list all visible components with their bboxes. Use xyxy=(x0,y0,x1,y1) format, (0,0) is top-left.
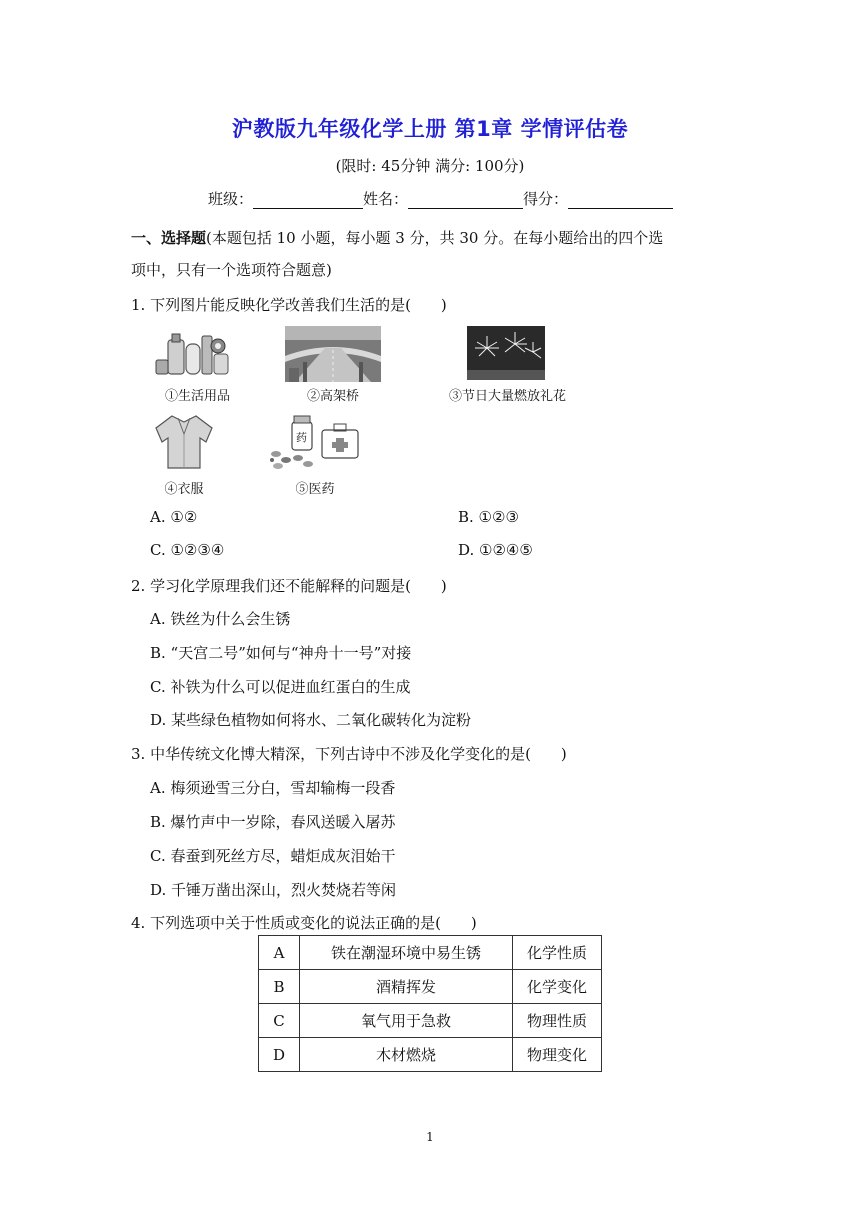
question-1-option-c: C. ①②③④ xyxy=(150,541,225,559)
table-cell-classification: 化学性质 xyxy=(513,936,602,970)
clothes-image xyxy=(152,412,216,472)
section-description-1: (本题包括 10 小题，每小题 3 分，共 30 分。在每小题给出的四个选 xyxy=(206,229,664,247)
table-row xyxy=(259,1038,602,1072)
question-4-table xyxy=(258,935,602,1072)
class-blank xyxy=(253,192,363,209)
table-row xyxy=(259,970,602,1004)
question-4-stem: 4. 下列选项中关于性质或变化的说法正确的是( ) xyxy=(131,914,477,932)
picture-2-caption: ②高架桥 xyxy=(306,389,359,404)
table-cell-statement: 铁在潮湿环境中易生锈 xyxy=(300,936,513,970)
question-1-option-d: D. ①②④⑤ xyxy=(458,541,533,559)
exam-title: 沪教版九年级化学上册 第1章 学情评估卷 xyxy=(231,117,629,141)
question-2-option-b: B. “天宫二号”如何与“神舟十一号”对接 xyxy=(150,644,412,662)
table-cell-classification: 物理变化 xyxy=(513,1038,602,1072)
question-2-option-a: A. 铁丝为什么会生锈 xyxy=(150,610,291,628)
overpass-image xyxy=(285,326,381,382)
household-goods-image xyxy=(150,326,240,382)
table-cell-statement: 酒精挥发 xyxy=(300,970,513,1004)
question-1-option-a: A. ①② xyxy=(150,508,198,526)
name-label: 姓名： xyxy=(363,190,409,208)
page-number: 1 xyxy=(426,1130,434,1144)
question-3-option-b: B. 爆竹声中一岁除，春风送暖入屠苏 xyxy=(150,813,396,831)
medicine-image xyxy=(268,414,362,472)
question-1-option-b: B. ①②③ xyxy=(458,508,519,526)
svg-text:药: 药 xyxy=(296,431,307,444)
section-description-2: 项中，只有一个选项符合题意) xyxy=(131,261,332,279)
table-cell-classification: 物理性质 xyxy=(513,1004,602,1038)
table-row xyxy=(259,1004,602,1038)
table-cell-label: A xyxy=(259,936,300,970)
picture-5-caption: ⑤医药 xyxy=(295,482,335,497)
picture-3-caption: ③节日大量燃放礼花 xyxy=(448,389,566,404)
table-cell-statement: 氧气用于急救 xyxy=(300,1004,513,1038)
score-label: 得分： xyxy=(523,190,569,208)
question-2-stem: 2. 学习化学原理我们还不能解释的问题是( ) xyxy=(131,577,447,595)
table-cell-label: C xyxy=(259,1004,300,1038)
table-row xyxy=(259,936,602,970)
picture-4-caption: ④衣服 xyxy=(164,482,204,497)
question-1-stem: 1. 下列图片能反映化学改善我们生活的是( ) xyxy=(131,296,447,314)
question-3-stem: 3. 中华传统文化博大精深，下列古诗中不涉及化学变化的是( ) xyxy=(131,745,567,763)
score-blank xyxy=(568,192,673,209)
table-cell-label: B xyxy=(259,970,300,1004)
question-3-option-a: A. 梅须逊雪三分白，雪却输梅一段香 xyxy=(150,779,396,797)
class-label: 班级： xyxy=(208,190,254,208)
fireworks-image xyxy=(467,326,545,380)
section-heading: 一、选择题 xyxy=(131,229,207,247)
name-blank xyxy=(408,192,523,209)
question-3-option-c: C. 春蚕到死丝方尽，蜡炬成灰泪始干 xyxy=(150,847,396,865)
question-2-option-d: D. 某些绿色植物如何将水、二氧化碳转化为淀粉 xyxy=(150,711,472,729)
picture-1-caption: ①生活用品 xyxy=(164,389,230,404)
exam-subtitle: (限时: 45分钟 满分: 100分) xyxy=(335,157,525,175)
table-cell-classification: 化学变化 xyxy=(513,970,602,1004)
table-cell-label: D xyxy=(259,1038,300,1072)
question-2-option-c: C. 补铁为什么可以促进血红蛋白的生成 xyxy=(150,678,411,696)
student-info-line xyxy=(208,188,673,209)
table-cell-statement: 木材燃烧 xyxy=(300,1038,513,1072)
section-intro-line-1 xyxy=(131,227,663,248)
question-3-option-d: D. 千锤万凿出深山，烈火焚烧若等闲 xyxy=(150,881,397,899)
